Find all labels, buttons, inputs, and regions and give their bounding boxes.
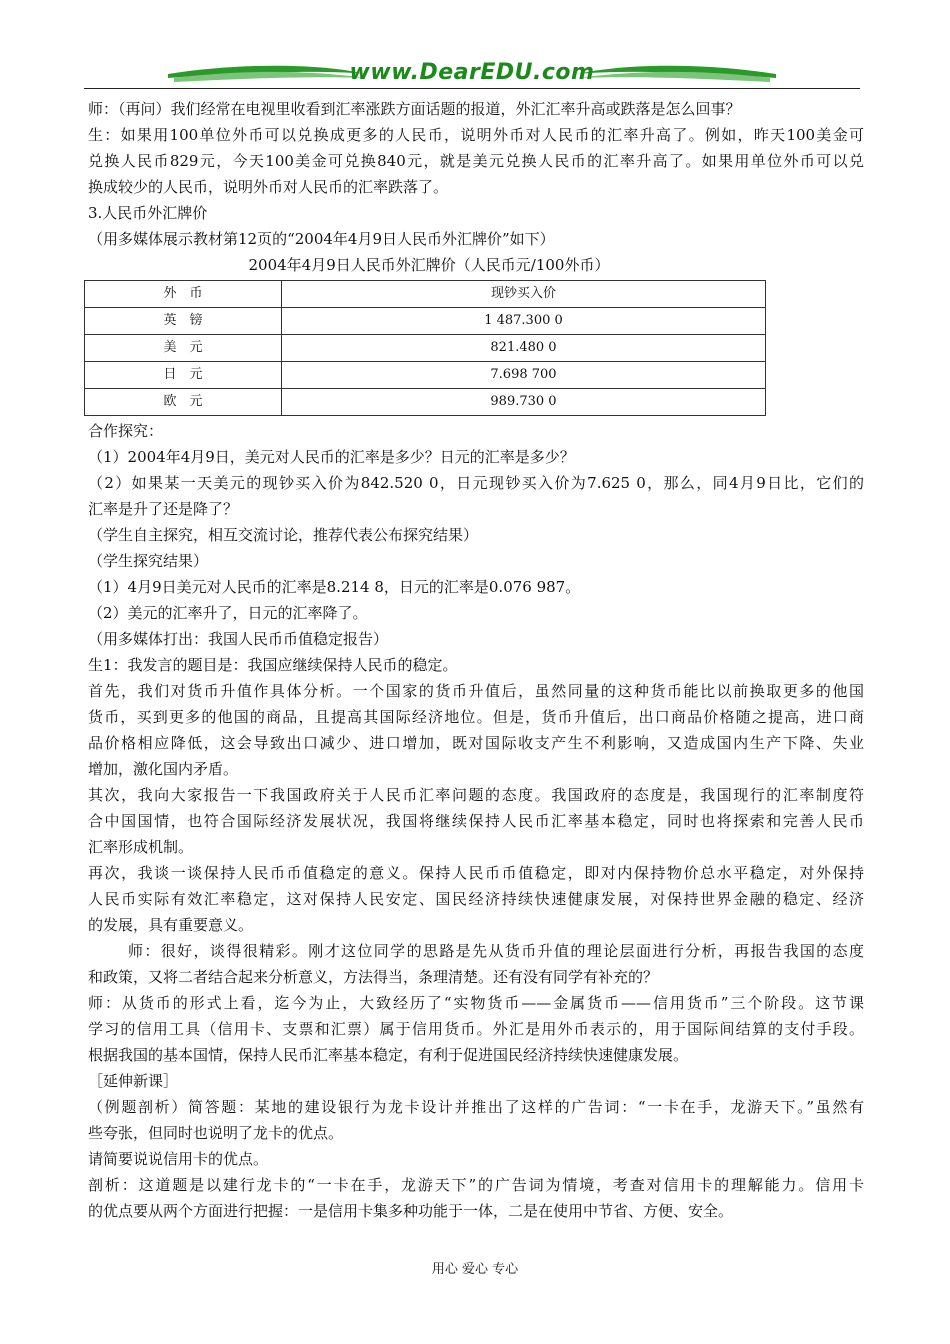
paragraph: 品价格相应降低，这会导致出口减少、进口增加，既对国际收支产生不利影响，又造成国内生产下降、失业	[88, 734, 864, 752]
table-cell: 日 元	[85, 362, 282, 389]
table-cell: 英 镑	[85, 308, 282, 335]
section-heading: ［延伸新课］	[88, 1072, 179, 1090]
paragraph: 其次，我向大家报告一下我国政府关于人民币汇率问题的态度。我国政府的态度是，我国现行的汇率制度符	[88, 786, 864, 804]
table-header-cell: 外 币	[85, 281, 282, 308]
table-cell: 美 元	[85, 335, 282, 362]
paragraph: （学生探究结果）	[88, 552, 209, 570]
header-divider	[84, 88, 860, 89]
document-body	[88, 96, 864, 1224]
paragraph: 增加，激化国内矛盾。	[88, 760, 239, 778]
paragraph: 生：如果用100单位外币可以兑换成更多的人民币，说明外币对人民币的汇率升高了。例如，昨天100美金可	[88, 126, 864, 144]
paragraph: （学生自主探究，相互交流讨论，推荐代表公布探究结果）	[88, 526, 479, 544]
paragraph: 人民币实际有效汇率稳定，这对保持人民安定、国民经济持续快速健康发展，对保持世界金融的稳定、经济	[88, 890, 864, 908]
table-cell: 7.698 700	[282, 362, 766, 389]
paragraph: 生1：我发言的题目是：我国应继续保持人民币的稳定。	[88, 656, 458, 674]
table-row	[85, 335, 766, 362]
section-heading: 3.人民币外汇牌价	[88, 204, 208, 222]
table-row	[85, 389, 766, 416]
paragraph: 请简要说说信用卡的优点。	[88, 1150, 269, 1168]
paragraph: 师：从货币的形式上看，迄今为止，大致经历了“实物货币——金属货币——信用货币”三个阶段。这节课	[88, 994, 864, 1012]
paragraph: （2）如果某一天美元的现钞买入价为842.520 0，日元现钞买入价为7.625 0，那么，同4月9日比，它们的	[88, 474, 864, 492]
paragraph: （1）2004年4月9日，美元对人民币的汇率是多少？日元的汇率是多少？	[88, 448, 575, 466]
table-cell: 821.480 0	[282, 335, 766, 362]
paragraph: 些夸张，但同时也说明了龙卡的优点。	[88, 1124, 344, 1142]
site-logo-text: www.DearEDU.com	[349, 60, 595, 85]
table-cell: 989.730 0	[282, 389, 766, 416]
paragraph: 再次，我谈一谈保持人民币币值稳定的意义。保持人民币币值稳定，即对内保持物价总水平稳定，对外保持	[88, 864, 864, 882]
paragraph: 的发展，具有重要意义。	[88, 916, 254, 934]
paragraph: （用多媒体展示教材第12页的“2004年4月9日人民币外汇牌价”如下）	[88, 230, 555, 248]
table-caption: 2004年4月9日人民币外汇牌价（人民币元/100外币）	[248, 256, 610, 274]
paragraph: 汇率形成机制。	[88, 838, 194, 856]
paragraph: 和政策，又将二者结合起来分析意义，方法得当，条理清楚。还有没有同学有补充的？	[88, 968, 659, 986]
section-heading: 合作探究：	[88, 422, 164, 440]
page-header	[84, 52, 860, 96]
table-row	[85, 362, 766, 389]
paragraph: （2）美元的汇率升了，日元的汇率降了。	[88, 604, 368, 622]
paragraph: 货币，买到更多的他国的商品，且提高其国际经济地位。但是，货币升值后，出口商品价格随之提高，进口商	[88, 708, 864, 726]
paragraph: 学习的信用工具（信用卡、支票和汇票）属于信用货币。外汇是用外币表示的，用于国际间结算的支付手段。	[88, 1020, 864, 1038]
paragraph: 兑换人民币829元，今天100美金可兑换840元，就是美元兑换人民币的汇率升高了。如果用单位外币可以兑	[88, 152, 864, 170]
exchange-rate-table	[84, 280, 766, 416]
paragraph: 的优点要从两个方面进行把握：一是信用卡集多种功能于一体，二是在使用中节省、方便、安全。	[88, 1202, 734, 1220]
paragraph: 汇率是升了还是降了？	[88, 500, 239, 518]
paragraph: （用多媒体打出：我国人民币币值稳定报告）	[88, 630, 389, 648]
paragraph: 剖析：这道题是以建行龙卡的“一卡在手，龙游天下”的广告词为情境，考查对信用卡的理解能力。信用卡	[88, 1176, 864, 1194]
paragraph: 首先，我们对货币升值作具体分析。一个国家的货币升值后，虽然同量的这种货币能比以前换取更多的他国	[88, 682, 864, 700]
paragraph: 师：很好，谈得很精彩。刚才这位同学的思路是先从货币升值的理论层面进行分析，再报告我国的态度	[128, 942, 864, 960]
paragraph: （1）4月9日美元对人民币的汇率是8.214 8，日元的汇率是0.076 987。	[88, 578, 581, 596]
table-cell: 1 487.300 0	[282, 308, 766, 335]
table-cell: 欧 元	[85, 389, 282, 416]
paragraph: 换成较少的人民币，说明外币对人民币的汇率跌落了。	[88, 178, 449, 196]
paragraph: （例题剖析）简答题：某地的建设银行为龙卡设计并推出了这样的广告词：“一卡在手，龙游天下。”虽然有	[88, 1098, 864, 1116]
table-header-row	[85, 281, 766, 308]
paragraph: 合中国国情，也符合国际经济发展状况，我国将继续保持人民币汇率基本稳定，同时也将探索和完善人民币	[88, 812, 864, 830]
table-row	[85, 308, 766, 335]
page-footer: 用心 爱心 专心	[431, 1262, 519, 1277]
table-header-cell: 现钞买入价	[282, 281, 766, 308]
paragraph: 根据我国的基本国情，保持人民币汇率基本稳定，有利于促进国民经济持续快速健康发展。	[88, 1046, 689, 1064]
paragraph: 师：（再问）我们经常在电视里收看到汇率涨跌方面话题的报道，外汇汇率升高或跌落是怎么回事？	[88, 100, 741, 118]
